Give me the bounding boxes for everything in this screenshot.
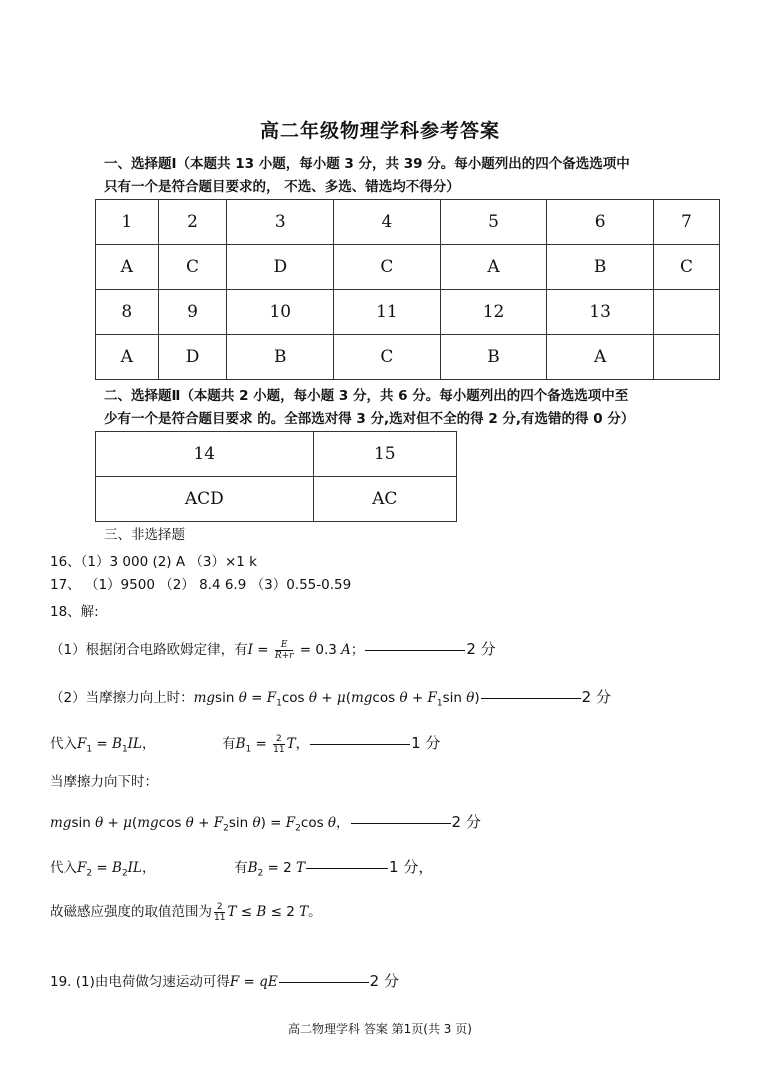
section2-line2: 少有一个是符合题目要求 的。全部选对得 3 分,选对但不全的得 2 分,有选错的得 0 分） bbox=[104, 411, 635, 427]
table-cell: 11 bbox=[334, 290, 441, 335]
table-cell bbox=[653, 290, 719, 335]
q16-answer: 16、（1）3 000 (2) A （3）×1 k bbox=[50, 554, 257, 570]
table-cell: AC bbox=[313, 477, 456, 522]
q19-part1: 19. (1)由电荷做匀速运动可得F = qE 2 分 bbox=[50, 972, 399, 990]
table-cell: 7 bbox=[653, 200, 719, 245]
q18-part2: （2）当摩擦力向上时：mgsin $\theta = F_1\cos$ θ + μ(mgcos $\theta + F_1\sin$ θ) 2 分 bbox=[50, 688, 611, 709]
section3-heading: 三、非选择题 bbox=[104, 527, 185, 543]
table-cell: B bbox=[440, 335, 547, 380]
table-row bbox=[96, 335, 720, 380]
table-cell: ACD bbox=[96, 477, 314, 522]
q18-conclusion-text: 故磁感应强度的取值范围为 bbox=[50, 904, 212, 920]
q18-part1-text: （1）根据闭合电路欧姆定律，有 bbox=[50, 642, 248, 658]
q18-conclusion: 故磁感应强度的取值范围为 $\frac{2}{11}$ T ≤ B ≤ 2 T。 bbox=[50, 901, 322, 923]
table-cell: 9 bbox=[158, 290, 227, 335]
q18-substitute-2-text: 代入 bbox=[50, 860, 77, 876]
table-row bbox=[96, 432, 457, 477]
table-cell: 13 bbox=[547, 290, 654, 335]
q18-part2-down: mgsin θ + μ(mgcos $\theta + F_2\sin$ $\theta) = F_2\cos$ θ， 2 分 bbox=[50, 813, 481, 834]
table-cell: 10 bbox=[227, 290, 334, 335]
table-cell: C bbox=[653, 245, 719, 290]
table-row bbox=[96, 477, 457, 522]
table-cell: 5 bbox=[440, 200, 547, 245]
table-cell: 14 bbox=[96, 432, 314, 477]
table-cell bbox=[653, 335, 719, 380]
q18-part2-score: 2 分 bbox=[581, 688, 611, 706]
q18-substitute-2-score: 1 分， bbox=[389, 858, 434, 876]
q18-part2-down-score: 2 分 bbox=[451, 813, 481, 831]
q18-part2-text: （2）当摩擦力向上时： bbox=[50, 690, 194, 706]
table-cell: C bbox=[334, 245, 441, 290]
table-cell: 4 bbox=[334, 200, 441, 245]
table-cell: C bbox=[334, 335, 441, 380]
q18-substitute-2-mid: 有 bbox=[234, 860, 248, 876]
q18-friction-down: 当摩擦力向下时： bbox=[50, 774, 158, 790]
answer-table-1 bbox=[95, 199, 720, 380]
table-cell: C bbox=[158, 245, 227, 290]
table-cell: 3 bbox=[227, 200, 334, 245]
table-cell: A bbox=[96, 245, 159, 290]
table-cell: 15 bbox=[313, 432, 456, 477]
q18-part1-score: 2 分 bbox=[466, 640, 496, 658]
q17-answer: 17、 （1）9500 （2） 8.4 6.9 （3）0.55-0.59 bbox=[50, 577, 352, 593]
q18-substitute-2: 代入$F_2 = B_2IL$， 有$B_2 = 2$ T 1 分， bbox=[50, 858, 434, 879]
table-row bbox=[96, 200, 720, 245]
table-cell: A bbox=[547, 335, 654, 380]
table-cell: A bbox=[96, 335, 159, 380]
q19-part1-score: 2 分 bbox=[369, 972, 399, 990]
page-footer: 高二物理学科 答案 第1页(共 3 页) bbox=[288, 1022, 472, 1036]
answer-table-2 bbox=[95, 431, 457, 522]
q18-part1: （1）根据闭合电路欧姆定律，有I = $\frac{E}{R+r}$ = 0.3 A； 2 分 bbox=[50, 639, 496, 661]
page-title: 高二年级物理学科参考答案 bbox=[259, 120, 500, 142]
section2-line1: 二、选择题Ⅱ（本题共 2 小题，每小题 3 分，共 6 分。每小题列出的四个备选选项中至 bbox=[104, 388, 629, 404]
q18-substitute-1-mid: 有 bbox=[222, 736, 236, 752]
q18-substitute-1-text: 代入 bbox=[50, 736, 77, 752]
table-cell: D bbox=[227, 245, 334, 290]
table-cell: 12 bbox=[440, 290, 547, 335]
q19-part1-text: 19. (1)由电荷做匀速运动可得 bbox=[50, 974, 230, 990]
table-cell: 2 bbox=[158, 200, 227, 245]
table-cell: 6 bbox=[547, 200, 654, 245]
table-cell: B bbox=[547, 245, 654, 290]
table-cell: B bbox=[227, 335, 334, 380]
table-cell: A bbox=[440, 245, 547, 290]
table-row bbox=[96, 245, 720, 290]
table-cell: D bbox=[158, 335, 227, 380]
section1-line1: 一、选择题Ⅰ（本题共 13 小题，每小题 3 分，共 39 分。每小题列出的四个备选选项中 bbox=[104, 156, 630, 172]
q18-substitute-1: 代入$F_1 = B_1IL$， 有$B_1$ = $\frac{2}{11}$ T， 1 分 bbox=[50, 733, 441, 755]
q18-label: 18、解: bbox=[50, 604, 99, 620]
table-cell: 8 bbox=[96, 290, 159, 335]
table-cell: 1 bbox=[96, 200, 159, 245]
table-row bbox=[96, 290, 720, 335]
section1-line2: 只有一个是符合题目要求的， 不选、多选、错选均不得分） bbox=[104, 179, 460, 195]
q18-substitute-1-score: 1 分 bbox=[411, 734, 441, 752]
